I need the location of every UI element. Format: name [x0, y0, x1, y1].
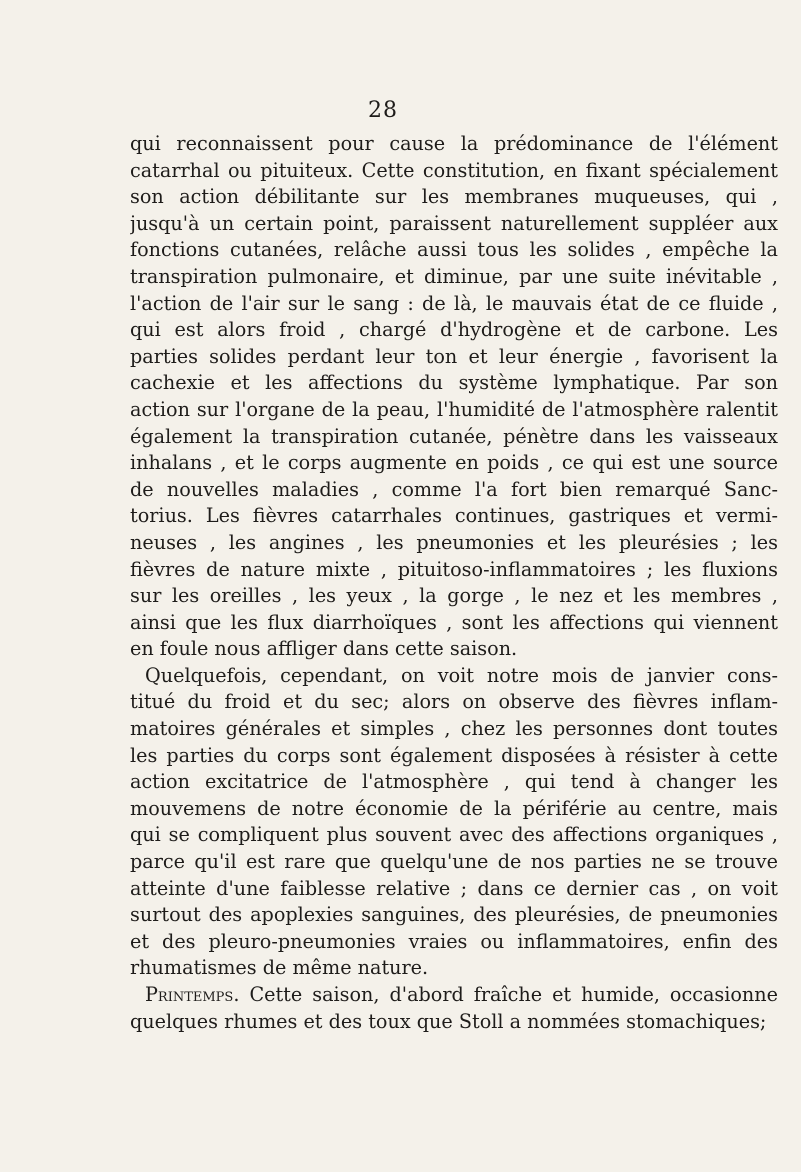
text-line: parties solides perdant leur ton et leur énergie , favorisent la	[130, 344, 778, 368]
text-line: Quelquefois, cependant, on voit notre mois de janvier cons-	[145, 663, 778, 687]
text-line: fonctions cutanées, relâche aussi tous les solides , empêche la	[130, 238, 778, 262]
text-line: en foule nous affliger dans cette saison.	[130, 637, 518, 661]
text-line: surtout des apoplexies sanguines, des pleurésies, de pneumonies	[130, 903, 778, 927]
text-line: rhumatismes de même nature.	[130, 956, 429, 980]
text-line: neuses , les angines , les pneumonies et les pleurésies ; les	[130, 530, 778, 554]
text-line: de nouvelles maladies , comme l'a fort bien remarqué Sanc-	[130, 477, 778, 501]
text-line: titué du froid et du sec; alors on observe des fièvres inflam-	[130, 690, 778, 714]
text-line: parce qu'il est rare que quelqu'une de nos parties ne se trouve	[130, 850, 778, 874]
paragraph-2	[130, 663, 778, 982]
body-text	[130, 131, 778, 1035]
text-line: action excitatrice de l'atmosphère , qui tend à changer les	[130, 770, 778, 794]
text-line: l'action de l'air sur le sang : de là, le mauvais état de ce fluide ,	[130, 291, 778, 315]
text-line: les parties du corps sont également disposées à résister à cette	[130, 743, 778, 767]
text-line: matoires générales et simples , chez les personnes dont toutes	[130, 717, 778, 741]
text-line: fièvres de nature mixte , pituitoso-inflammatoires ; les fluxions	[130, 557, 778, 581]
text-line	[130, 982, 778, 1009]
paragraph-3	[130, 982, 778, 1035]
text-line: également la transpiration cutanée, pénètre dans les vaisseaux	[130, 424, 778, 448]
text-line: mouvemens de notre économie de la périférie au centre, mais	[130, 796, 778, 820]
text-line: inhalans , et le corps augmente en poids , ce qui est une source	[130, 451, 778, 475]
paragraph-1	[130, 131, 778, 663]
text-line: qui reconnaissent pour cause la prédominance de l'élément	[130, 132, 778, 155]
text-line: jusqu'à un certain point, paraissent naturellement suppléer aux	[130, 211, 778, 235]
text-line: sur les oreilles , les yeux , la gorge , le nez et les membres ,	[130, 584, 778, 608]
text-line: atteinte d'une faiblesse relative ; dans ce dernier cas , on voit	[130, 876, 778, 900]
text-line: qui est alors froid , chargé d'hydrogène et de carbone. Les	[130, 318, 778, 342]
section-heading: Printemps.	[145, 983, 240, 1006]
text-line: quelques rhumes et des toux que Stoll a nommées stomachiques;	[130, 1009, 767, 1033]
text-line: torius. Les fièvres catarrhales continues, gastriques et vermi-	[130, 504, 778, 528]
text-line: transpiration pulmonaire, et diminue, par une suite inévitable ,	[130, 264, 778, 288]
text-line: ainsi que les flux diarrhoïques , sont les affections qui viennent	[130, 610, 778, 634]
text-line: catarrhal ou pituiteux. Cette constitution, en fixant spécialement	[130, 158, 778, 182]
page-number: 28	[368, 98, 398, 123]
text-run: Cette saison, d'abord fraîche et humide, occasionne	[249, 983, 778, 1006]
text-line: qui se compliquent plus souvent avec des affections organiques ,	[130, 823, 778, 847]
text-line: et des pleuro-pneumonies vraies ou inflammatoires, enfin des	[130, 929, 778, 953]
text-line: cachexie et les affections du système lymphatique. Par son	[130, 371, 778, 395]
text-line: son action débilitante sur les membranes muqueuses, qui ,	[130, 185, 778, 209]
text-line: action sur l'organe de la peau, l'humidité de l'atmosphère ralentit	[130, 397, 778, 421]
